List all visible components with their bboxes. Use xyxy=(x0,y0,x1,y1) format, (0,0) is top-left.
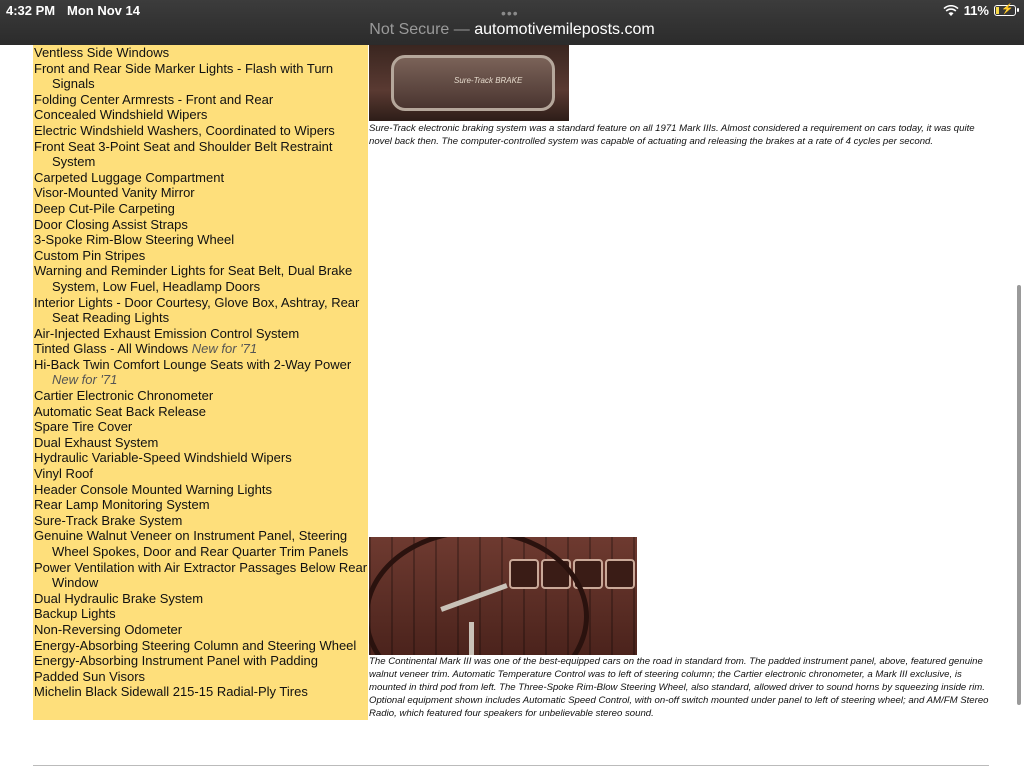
feature-item xyxy=(34,606,368,622)
feature-item xyxy=(34,497,368,513)
instrument-panel-photo xyxy=(369,537,637,655)
feature-text: Michelin Black Sidewall 215-15 Radial-Ply Tires xyxy=(34,684,308,700)
status-right xyxy=(943,3,1016,18)
feature-text: Genuine Walnut Veneer on Instrument Panel, Steering Wheel Spokes, Door and Rear Quarter Trim Panels xyxy=(34,528,349,559)
feature-text: Electric Windshield Washers, Coordinated to Wipers xyxy=(34,122,335,138)
feature-text: Air-Injected Exhaust Emission Control System xyxy=(34,325,300,341)
feature-item xyxy=(34,263,368,294)
multitasking-dots-icon[interactable]: ••• xyxy=(501,5,519,21)
feature-item xyxy=(34,482,368,498)
new-for-71-label: New for '71 xyxy=(191,341,258,357)
feature-text: Energy-Absorbing Instrument Panel with Padding xyxy=(34,653,318,669)
standard-features-list xyxy=(33,45,368,720)
feature-text: Hydraulic Variable-Speed Windshield Wipers xyxy=(34,450,292,466)
feature-item xyxy=(34,107,368,123)
feature-item xyxy=(34,388,368,404)
feature-text: Folding Center Armrests - Front and Rear xyxy=(34,91,274,107)
feature-item xyxy=(34,185,368,201)
feature-text: Concealed Windshield Wipers xyxy=(34,107,208,123)
feature-item xyxy=(34,139,368,170)
feature-text: Tinted Glass - All Windows xyxy=(34,341,192,357)
battery-icon: ⚡ xyxy=(994,5,1016,16)
feature-text: Ventless Side Windows xyxy=(34,45,170,60)
feature-item xyxy=(34,326,368,342)
feature-text: Header Console Mounted Warning Lights xyxy=(34,481,272,497)
feature-text: Backup Lights xyxy=(34,606,116,622)
steering-spoke xyxy=(469,622,474,655)
new-for-71-label: New for '71 xyxy=(52,372,118,388)
feature-text: Hi-Back Twin Comfort Lounge Seats with 2-Way Power xyxy=(34,356,352,372)
browser-chrome xyxy=(0,0,1024,45)
feature-text: Vinyl Roof xyxy=(34,466,94,482)
feature-item xyxy=(34,201,368,217)
feature-text: Warning and Reminder Lights for Seat Belt, Dual Brake System, Low Fuel, Headlamp Doors xyxy=(34,263,353,294)
feature-item xyxy=(34,669,368,685)
feature-text: Front and Rear Side Marker Lights - Flash with Turn Signals xyxy=(34,60,334,92)
feature-item xyxy=(34,591,368,607)
address-host: automotivemileposts.com xyxy=(474,21,655,38)
feature-text: Front Seat 3-Point Seat and Shoulder Belt Restraint System xyxy=(34,138,333,170)
gauge-pod xyxy=(605,559,635,589)
feature-text: Sure-Track Brake System xyxy=(34,512,183,528)
divider xyxy=(33,765,989,766)
feature-list xyxy=(34,45,368,700)
feature-item xyxy=(34,450,368,466)
brake-badge xyxy=(391,55,555,111)
feature-item xyxy=(34,232,368,248)
feature-text: Automatic Seat Back Release xyxy=(34,403,206,419)
feature-item xyxy=(34,61,368,92)
feature-item xyxy=(34,92,368,108)
feature-item xyxy=(34,622,368,638)
feature-text: Custom Pin Stripes xyxy=(34,247,146,263)
feature-item xyxy=(34,295,368,326)
feature-text: Spare Tire Cover xyxy=(34,419,133,435)
status-time: 4:32 PM xyxy=(6,3,56,18)
feature-text: Dual Exhaust System xyxy=(34,434,159,450)
feature-text: Door Closing Assist Straps xyxy=(34,216,188,232)
brake-badge-text: Sure-Track BRAKE xyxy=(454,76,523,85)
feature-text: Cartier Electronic Chronometer xyxy=(34,388,214,404)
feature-text: Energy-Absorbing Steering Column and Steering Wheel xyxy=(34,637,357,653)
feature-item xyxy=(34,653,368,669)
feature-item xyxy=(34,217,368,233)
instrument-panel-caption: The Continental Mark III was one of the best-equipped cars on the road in standard from. The padded instrument panel, above, featured genuine walnut veneer trim. Automatic Temperature Control was to left of steering column; the Cartier electronic chronometer, a Mark III exclusive, is mounted in third pod from left. The Three-Spoke Rim-Blow Steering Wheel, also standard, allowed driver to sound horns by squeezing inside rim. Optional equipment shown includes Automatic Speed Control, with on-off switch mounted under panel to left of steering wheel; and AM/FM Stereo Radio, which featured four speakers for unbelievable stereo sound. xyxy=(369,656,989,719)
feature-item xyxy=(34,170,368,186)
feature-item xyxy=(34,466,368,482)
feature-item xyxy=(34,684,368,700)
feature-item xyxy=(34,528,368,559)
not-secure-label: Not Secure xyxy=(369,21,450,38)
feature-text: Non-Reversing Odometer xyxy=(34,621,183,637)
feature-text: Interior Lights - Door Courtesy, Glove Box, Ashtray, Rear Seat Reading Lights xyxy=(34,294,360,326)
address-bar[interactable] xyxy=(0,21,1024,39)
feature-text: Carpeted Luggage Compartment xyxy=(34,169,225,185)
scrollbar[interactable] xyxy=(1017,285,1021,705)
feature-item xyxy=(34,45,368,61)
feature-item xyxy=(34,341,368,357)
status-date: Mon Nov 14 xyxy=(67,3,140,18)
feature-item xyxy=(34,419,368,435)
feature-item xyxy=(34,513,368,529)
feature-text: Visor-Mounted Vanity Mirror xyxy=(34,185,195,201)
feature-item xyxy=(34,638,368,654)
feature-text: 3-Spoke Rim-Blow Steering Wheel xyxy=(34,232,235,248)
address-separator: — xyxy=(449,21,475,38)
sure-track-brake-photo xyxy=(369,45,569,121)
feature-text: Padded Sun Visors xyxy=(34,668,146,684)
feature-item xyxy=(34,248,368,264)
feature-text: Dual Hydraulic Brake System xyxy=(34,590,204,606)
battery-percent: 11% xyxy=(963,3,989,18)
wifi-icon xyxy=(943,5,959,17)
feature-item xyxy=(34,123,368,139)
feature-item xyxy=(34,435,368,451)
sure-track-caption: Sure-Track electronic braking system was a standard feature on all 1971 Mark IIIs. Almost considered a requirement on cars today, it was quite novel back then. The computer-controlled system was capable of actuating and releasing the brakes at a rate of 4 cycles per second. xyxy=(369,123,975,147)
feature-text: Power Ventilation with Air Extractor Passages Below Rear Window xyxy=(34,559,368,591)
feature-item xyxy=(34,404,368,420)
feature-text: Deep Cut-Pile Carpeting xyxy=(34,200,175,216)
feature-text: Rear Lamp Monitoring System xyxy=(34,497,210,513)
feature-item xyxy=(34,357,368,388)
feature-item xyxy=(34,560,368,591)
